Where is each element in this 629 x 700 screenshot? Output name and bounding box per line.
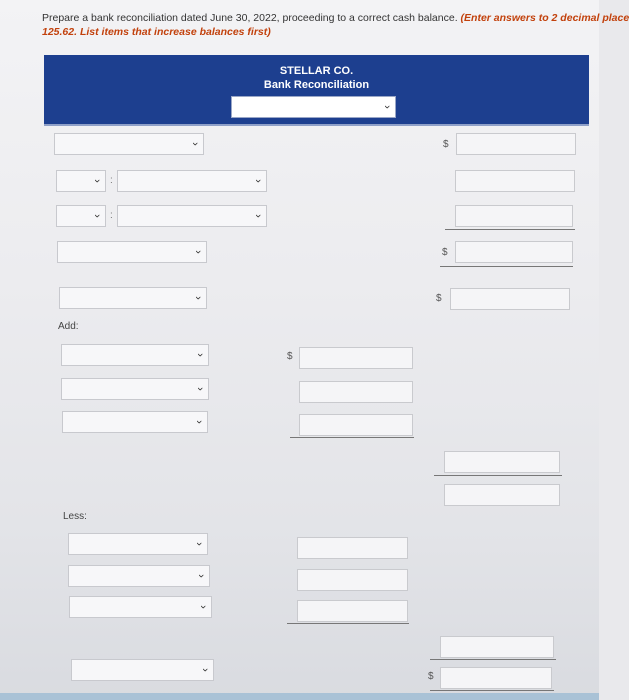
- dollar-sign: $: [443, 139, 449, 150]
- chevron-down-icon: ›: [91, 214, 104, 218]
- statement-title: Bank Reconciliation: [263, 79, 370, 91]
- row5-amount-input[interactable]: [450, 288, 570, 310]
- total-rule: [440, 266, 573, 267]
- add-subtotal-input[interactable]: [444, 484, 560, 506]
- row3-small-select[interactable]: [56, 205, 106, 227]
- header-underline: [44, 124, 589, 126]
- subtotal-rule: [287, 623, 409, 624]
- chevron-down-icon: ›: [252, 179, 265, 183]
- add2-account-select[interactable]: [61, 378, 209, 400]
- chevron-down-icon: ›: [189, 142, 202, 146]
- chevron-down-icon: ›: [193, 542, 206, 546]
- less3-account-select[interactable]: [69, 596, 212, 618]
- final-amount-input[interactable]: [440, 667, 552, 689]
- instructions-highlight-2: 125.62. List items that increase balances first): [42, 26, 271, 38]
- subtotal-rule: [290, 437, 414, 438]
- chevron-down-icon: ›: [193, 420, 206, 424]
- chevron-down-icon: ›: [194, 387, 207, 391]
- row2-amount-input[interactable]: [455, 170, 575, 192]
- instructions-text: Prepare a bank reconciliation dated June 30, 2022, proceeding to a correct cash balance.: [42, 12, 458, 24]
- chevron-down-icon: ›: [91, 179, 104, 183]
- row4-account-select[interactable]: [57, 241, 207, 263]
- row1-amount-input[interactable]: [456, 133, 576, 155]
- final-double-rule: [430, 690, 554, 691]
- dollar-sign: $: [436, 293, 442, 304]
- row3-account-select[interactable]: [117, 205, 267, 227]
- add1-amount-input[interactable]: [299, 347, 413, 369]
- add-total-input[interactable]: [444, 451, 560, 473]
- chevron-down-icon: ›: [192, 250, 205, 254]
- final-account-select[interactable]: [71, 659, 214, 681]
- chevron-down-icon: ›: [381, 105, 394, 109]
- row1-account-select[interactable]: [54, 133, 204, 155]
- dollar-sign: $: [287, 351, 293, 362]
- less3-amount-input[interactable]: [297, 600, 408, 622]
- chevron-down-icon: ›: [252, 214, 265, 218]
- row2-small-select[interactable]: [56, 170, 106, 192]
- bottom-edge: [0, 693, 599, 700]
- date-select[interactable]: [231, 96, 396, 118]
- dollar-sign: $: [428, 671, 434, 682]
- add-label: Add:: [58, 321, 79, 332]
- reconciliation-header: [44, 55, 589, 124]
- colon-separator: :: [110, 175, 113, 186]
- total-rule: [434, 475, 562, 476]
- add3-account-select[interactable]: [62, 411, 208, 433]
- chevron-down-icon: ›: [192, 296, 205, 300]
- add1-account-select[interactable]: [61, 344, 209, 366]
- less2-amount-input[interactable]: [297, 569, 408, 591]
- company-name: STELLAR CO.: [279, 65, 354, 77]
- total-rule: [430, 659, 556, 660]
- total-rule: [445, 229, 575, 230]
- colon-separator: :: [110, 210, 113, 221]
- row4-amount-input[interactable]: [455, 241, 573, 263]
- chevron-down-icon: ›: [197, 605, 210, 609]
- chevron-down-icon: ›: [195, 574, 208, 578]
- row3-amount-input[interactable]: [455, 205, 573, 227]
- chevron-down-icon: ›: [199, 668, 212, 672]
- row2-account-select[interactable]: [117, 170, 267, 192]
- dollar-sign: $: [442, 247, 448, 258]
- less-label: Less:: [63, 511, 87, 522]
- less1-account-select[interactable]: [68, 533, 208, 555]
- add2-amount-input[interactable]: [299, 381, 413, 403]
- row5-account-select[interactable]: [59, 287, 207, 309]
- less1-amount-input[interactable]: [297, 537, 408, 559]
- less2-account-select[interactable]: [68, 565, 210, 587]
- instructions-highlight: (Enter answers to 2 decimal place: [460, 12, 629, 24]
- chevron-down-icon: ›: [194, 353, 207, 357]
- less-total-input[interactable]: [440, 636, 554, 658]
- add3-amount-input[interactable]: [299, 414, 413, 436]
- instructions: [42, 11, 629, 39]
